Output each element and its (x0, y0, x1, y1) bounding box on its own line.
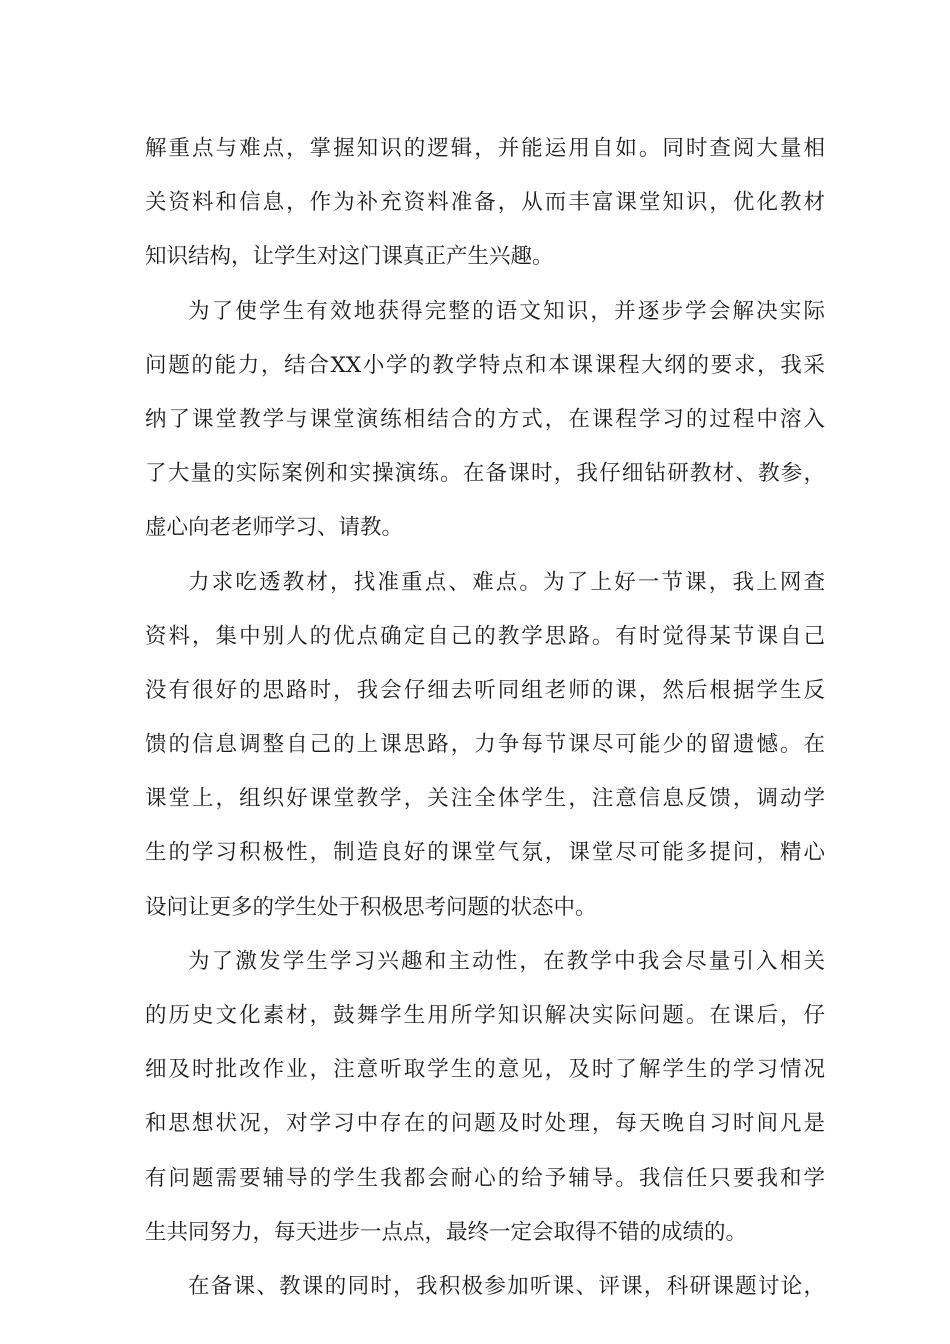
text-line: 有问题需要辅导的学生我都会耐心的给予辅导。我信任只要我和学 (145, 1165, 825, 1191)
text-line: 知识结构，让学生对这门课真正产生兴趣。 (145, 244, 554, 270)
body-text (145, 129, 825, 1321)
text-line: 力求吃透教材，找准重点、难点。为了上好一节课，我上网查 (188, 569, 825, 595)
text-line: 为了激发学生学习兴趣和主动性，在教学中我会尽量引入相关 (188, 948, 825, 974)
text-line: 为了使学生有效地获得完整的语文知识，并逐步学会解决实际 (188, 298, 825, 324)
text-line: 生的学习积极性，制造良好的课堂气氛，课堂尽可能多提问，精心 (145, 840, 825, 866)
text-line: 没有很好的思路时，我会仔细去听同组老师的课，然后根据学生反 (145, 677, 825, 703)
text-line: 生共同努力，每天进步一点点，最终一定会取得不错的成绩的。 (145, 1219, 748, 1245)
text-line: 在备课、教课的同时，我积极参加听课、评课，科研课题讨论， (188, 1273, 825, 1299)
text-line: 的历史文化素材，鼓舞学生用所学知识解决实际问题。在课后，仔 (145, 1003, 825, 1028)
text-line: 和思想状况，对学习中存在的问题及时处理，每天晚自习时间凡是 (145, 1111, 825, 1137)
text-line: 课堂上，组织好课堂教学，关注全体学生，注意信息反馈，调动学 (145, 786, 825, 812)
text-line: 馈的信息调整自己的上课思路，力争每节课尽可能少的留遗憾。在 (145, 732, 825, 758)
text-line: 细及时批改作业，注意听取学生的意见，及时了解学生的学习情况 (145, 1057, 825, 1083)
text-line: 设问让更多的学生处于积极思考问题的状态中。 (145, 894, 597, 920)
text-line: 问题的能力，结合XX小学的教学特点和本课课程大纲的要求，我采 (145, 352, 825, 378)
text-line: 虚心向老老师学习、请教。 (145, 515, 404, 541)
text-line: 资料，集中别人的优点确定自己的教学思路。有时觉得某节课自己 (145, 623, 825, 649)
text-line: 解重点与难点，掌握知识的逻辑，并能运用自如。同时查阅大量相 (145, 136, 825, 161)
text-line: 纳了课堂教学与课堂演练相结合的方式，在课程学习的过程中溶入 (145, 406, 825, 432)
text-line: 关资料和信息，作为补充资料准备，从而丰富课堂知识，优化教材 (145, 190, 825, 216)
text-line: 了大量的实际案例和实操演练。在备课时，我仔细钻研教材、教参， (145, 461, 825, 487)
